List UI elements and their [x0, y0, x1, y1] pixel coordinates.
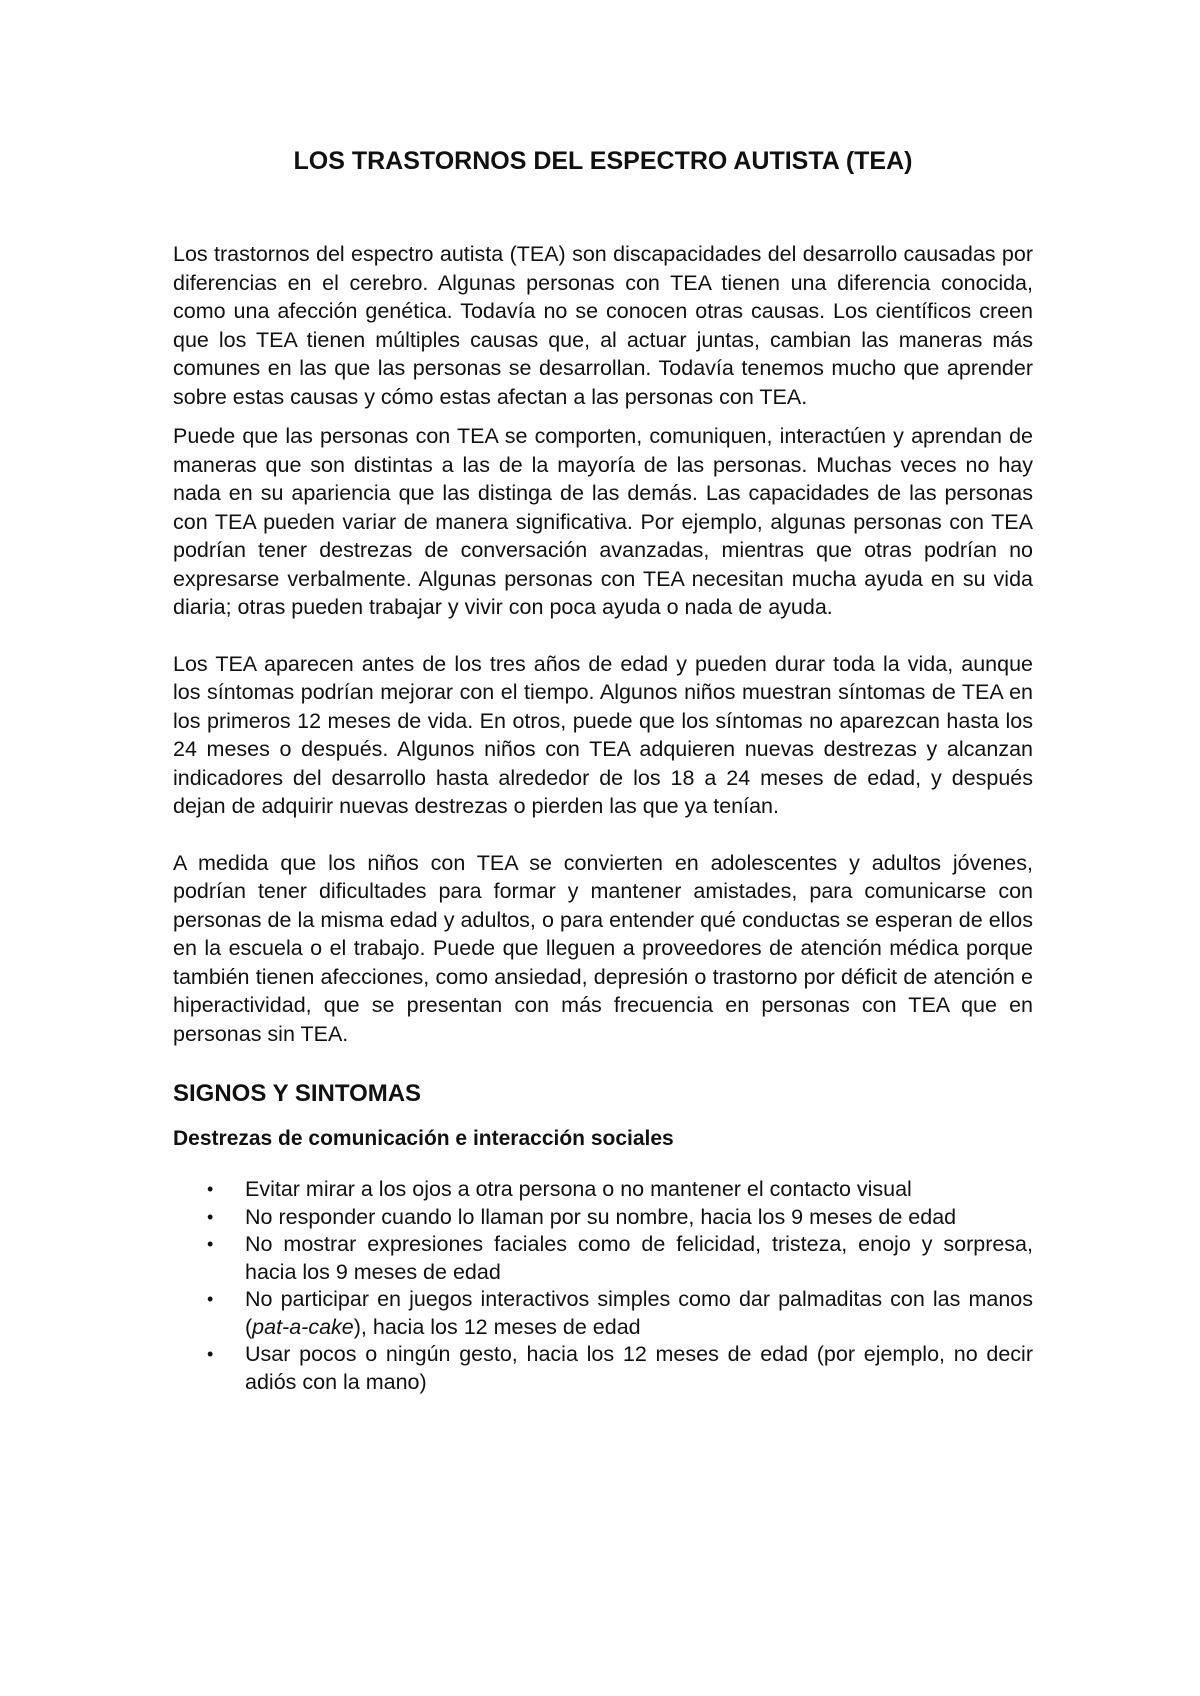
document-body	[173, 240, 1033, 1396]
bullet-icon: •	[207, 1206, 214, 1227]
list-item-text	[245, 1287, 1033, 1339]
list-item-text: Evitar mirar a los ojos a otra persona o no mantener el contacto visual	[245, 1177, 912, 1201]
paragraph-adolescence: A medida que los niños con TEA se convierten en adolescentes y adultos jóvenes, podrían tener dificultades para formar y mantener amistades, para comunicarse con personas de la misma edad y adultos, o para entender qué conductas se esperan de ellos en la escuela o el trabajo. Puede que lleguen a proveedores de atención médica porque también tienen afecciones, como ansiedad, depresión o trastorno por déficit de atención e hiperactividad, que se presentan con más frecuencia en personas con TEA que en personas sin TEA.	[173, 850, 1033, 1046]
list-item	[173, 1341, 1033, 1396]
bullet-icon: •	[207, 1289, 214, 1309]
bullet-icon: •	[207, 1344, 214, 1364]
list-item	[173, 1176, 1033, 1204]
list-item	[173, 1204, 1033, 1232]
paragraph-causes: Los trastornos del espectro autista (TEA) son discapacidades del desarrollo causadas por diferencias en el cerebro. Algunas personas con TEA tienen una diferencia conocida, como una afección genética. Todavía no se conocen otras causas. Los científicos creen que los TEA tienen múltiples causas que, al actuar juntas, cambian las maneras más comunes en las que las personas se desarrollan. Todavía tenemos mucho que aprender sobre estas causas y cómo estas afectan a las personas con TEA.	[173, 242, 1033, 409]
list-item-text: No mostrar expresiones faciales como de felicidad, tristeza, enojo y sorpresa, hacia los 9 meses de edad	[245, 1232, 1033, 1284]
list-item	[173, 1286, 1033, 1341]
list-item-text-after: ), hacia los 12 meses de edad	[353, 1314, 641, 1339]
paragraph-behavior: Puede que las personas con TEA se comporten, comuniquen, interactúen y aprendan de maneras que son distintas a las de la mayoría de las personas. Muchas veces no hay nada en su apariencia que las distinga de las demás. Las capacidades de las personas con TEA pueden variar de manera significativa. Por ejemplo, algunas personas con TEA podrían tener destrezas de conversación avanzadas, mientras que otras podrían no expresarse verbalmente. Algunas personas con TEA necesitan mucha ayuda en su vida diaria; otras pueden trabajar y vivir con poca ayuda o nada de ayuda.	[173, 424, 1033, 619]
bullet-icon: •	[207, 1179, 214, 1199]
list-item	[173, 1231, 1033, 1286]
emphasized-term: pat-a-cake	[252, 1314, 354, 1339]
section-heading: SIGNOS Y SINTOMAS	[173, 1080, 422, 1107]
list-item-text: No responder cuando lo llaman por su nombre, hacia los 9 meses de edad	[245, 1204, 957, 1229]
symptom-list	[173, 1176, 1033, 1396]
subsection-heading: Destrezas de comunicación e interacción sociales	[173, 1127, 674, 1150]
bullet-icon: •	[207, 1234, 214, 1254]
list-item-text: Usar pocos o ningún gesto, hacia los 12 meses de edad (por ejemplo, no decir adiós con la mano)	[245, 1342, 1033, 1394]
document-title: LOS TRASTORNOS DEL ESPECTRO AUTISTA (TEA)	[293, 147, 913, 175]
list-item-text-before: No participar en juegos interactivos simples como dar palmaditas con las manos (	[245, 1287, 1033, 1339]
paragraph-onset: Los TEA aparecen antes de los tres años de edad y pueden durar toda la vida, aunque los síntomas podrían mejorar con el tiempo. Algunos niños muestran síntomas de TEA en los primeros 12 meses de vida. En otros, puede que los síntomas no aparezcan hasta los 24 meses o después. Algunos niños con TEA adquieren nuevas destrezas y alcanzan indicadores del desarrollo hasta alrededor de los 18 a 24 meses de edad, y después dejan de adquirir nuevas destrezas o pierden las que ya tenían.	[173, 651, 1033, 818]
